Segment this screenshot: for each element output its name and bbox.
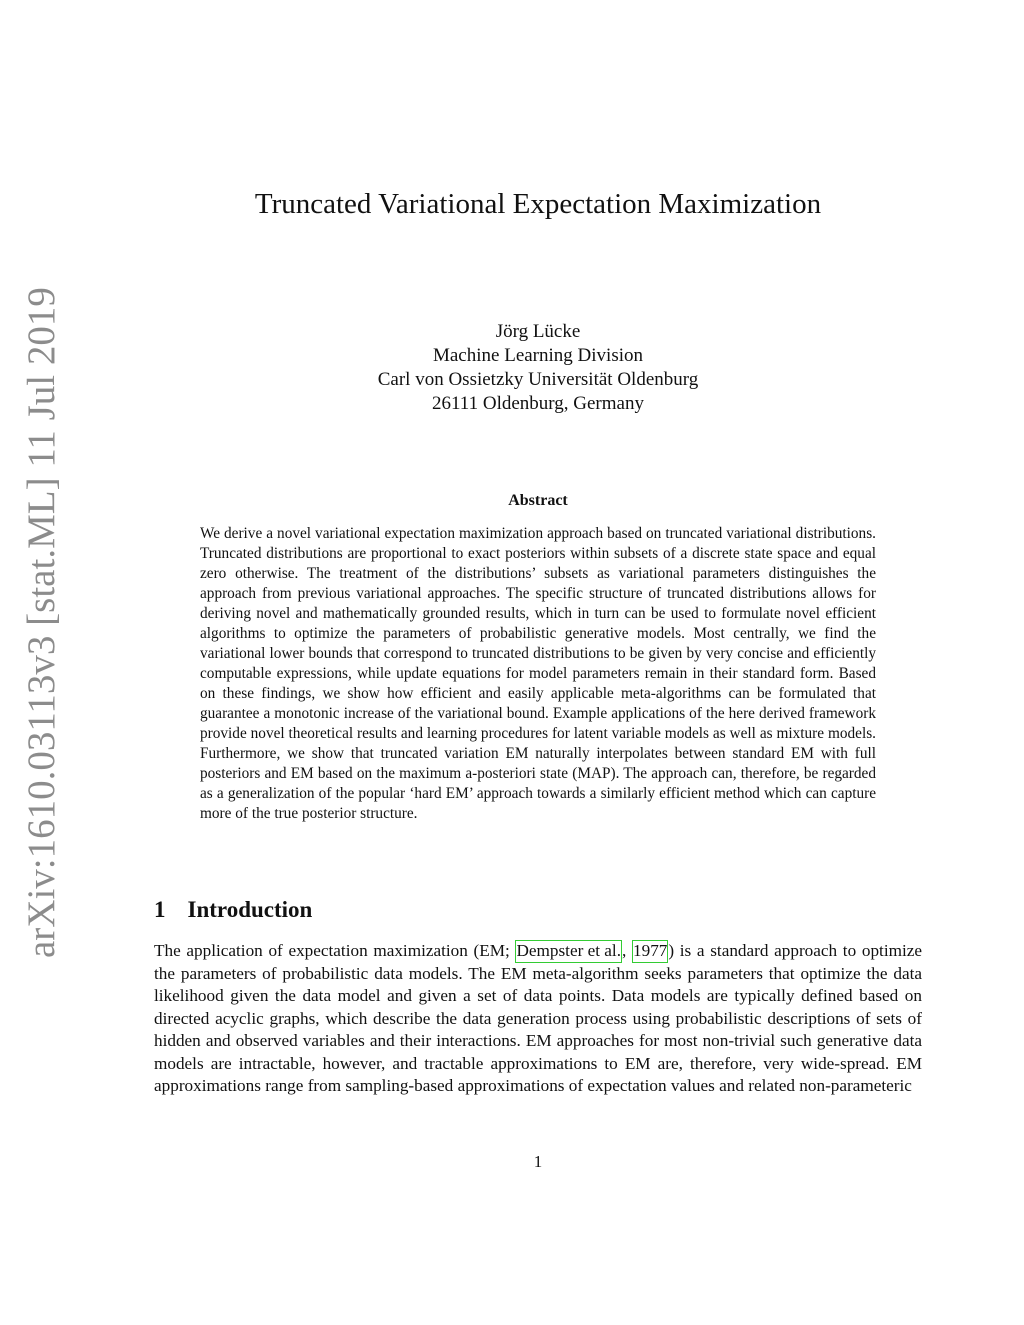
abstract-text: We derive a novel variational expectation maximization approach based on truncated variational distributions. Truncated distributions are proportional to exact posteriors within subsets of a discrete state space and equal zero otherwise. The treatment of the distributions’ subsets as variational parameters distinguishes the approach from previous variational approaches. The specific structure of truncated distributions allows for deriving novel and mathematically grounded results, which in turn can be used to formulate novel efficient algorithms to optimize the parameters of probabilistic generative models. Most centrally, we find the variational lower bounds that correspond to truncated distributions to be given by very concise and efficiently computable expressions, while update equations for model parameters remain in their standard form. Based on these findings, we show how efficient and easily applicable meta-algorithms can be formulated that guarantee a monotonic increase of the variational bound. Example applications of the here derived framework provide novel theoretical results and learning procedures for latent variable models as well as mixture models. Furthermore, we show that truncated variation EM naturally interpolates between standard EM with full posteriors and EM based on the maximum a-posteriori state (MAP). The approach can, therefore, be regarded as a generalization of the popular ‘hard EM’ approach towards a similarly efficient method which can capture more of the true posterior structure. bbox=[200, 525, 876, 822]
section-number: 1 bbox=[154, 897, 166, 922]
intro-text-lead: The application of expectation maximization (EM; bbox=[154, 941, 516, 960]
author-affiliation-division: Machine Learning Division bbox=[432, 345, 643, 366]
author-affiliation-address: 26111 Oldenburg, Germany bbox=[432, 393, 644, 414]
introduction-paragraph bbox=[154, 940, 922, 1098]
author-block bbox=[200, 320, 876, 416]
citation-separator: , bbox=[622, 941, 632, 960]
paper-title: Truncated Variational Expectation Maximization bbox=[254, 188, 822, 220]
page-number: 1 bbox=[533, 1152, 543, 1171]
citation-link-authors[interactable]: Dempster et al. bbox=[515, 940, 622, 963]
section-title: Introduction bbox=[187, 897, 313, 922]
citation-link-year[interactable]: 1977 bbox=[632, 940, 668, 963]
arxiv-identifier-stamp: arXiv:1610.03113v3 [stat.ML] 11 Jul 2019 bbox=[20, 287, 63, 958]
abstract-heading: Abstract bbox=[508, 492, 568, 509]
author-name: Jörg Lücke bbox=[495, 321, 581, 342]
author-affiliation-university: Carl von Ossietzky Universität Oldenburg bbox=[377, 369, 699, 390]
section-heading-introduction bbox=[154, 894, 312, 926]
intro-text-body: ) is a standard approach to optimize the parameters of probabilistic data models. The EM meta-algorithm seeks parameters that optimize the data likelihood given the data model and given a set of data points. Data models are typically defined based on directed acyclic graphs, which describe the data generation process using probabilistic descriptions of sets of hidden and observed variables and their interactions. EM approaches for most non-trivial such generative data models are intractable, however, and tractable approximations to EM are, therefore, very wide-spread. EM approximations range from sampling-based approximations of expectation values and related non-parameteric bbox=[154, 941, 922, 1095]
